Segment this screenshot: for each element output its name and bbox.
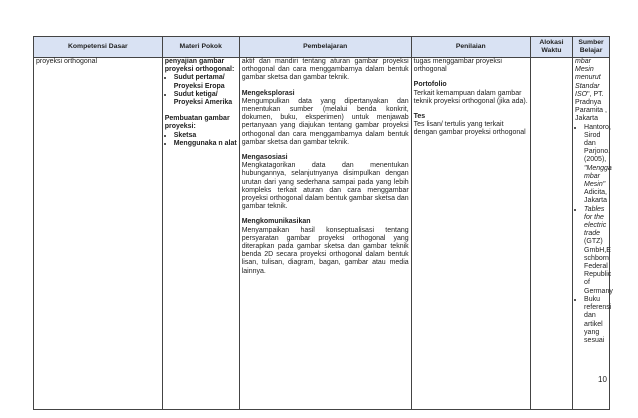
cell-penilaian xyxy=(411,58,530,410)
sumber-b1-italic: "Mengga mbar Mesin" xyxy=(584,164,612,189)
sumber-b2-rest: (GTZ) GmbH,E schborn Federal Republic of Germany xyxy=(584,238,613,295)
table-row xyxy=(34,58,610,410)
sumber-top-italic: mbar Mesin menurut Standar ISO xyxy=(575,58,601,98)
header-sumber-belajar: Sumber Belajar xyxy=(573,37,610,58)
section-text-mengkomunikasikan: Menyampaikan hasil konseptualisasi tentang persyaratan gambar proyeksi orthogonal yang diterapkan pada gambar sketsa dan gambar teknik benda 2D secara proyeksi orthogonal dalam bentuk lisan, tulisan, diagram, bagan, gambar atau media lainnya. xyxy=(241,226,409,275)
section-title-mengkomunikasikan: Mengkomunikasikan xyxy=(241,218,311,226)
sumber-list xyxy=(575,123,613,345)
header-alokasi-waktu: Alokasi Waktu xyxy=(530,37,572,58)
section-title-mengasosiasi: Mengasosiasi xyxy=(241,154,288,162)
section-title-mengeksplorasi: Mengeksplorasi xyxy=(241,89,295,97)
penilaian-portofolio-text: Terkait kemampuan dalam gambar teknik proyeksi orthogonal (jika ada). xyxy=(413,89,528,105)
penilaian-intro: tugas menggambar proyeksi orthogonal xyxy=(413,58,502,74)
penilaian-portofolio-title: Portofolio xyxy=(413,81,447,89)
page-number: 10 xyxy=(598,375,607,384)
header-penilaian: Penilaian xyxy=(411,37,530,58)
materi-heading-1: penyajian gambar proyeksi orthogonal: xyxy=(164,58,235,74)
cell-materi-pokok xyxy=(162,58,239,410)
list-item: • Buku referensi dan artikel yang sesuai xyxy=(584,296,607,345)
list-item xyxy=(584,123,612,206)
cell-kompetensi-dasar xyxy=(34,58,163,410)
penilaian-tes-title: Tes xyxy=(413,113,426,121)
list-item: • Menggunaka n alat xyxy=(174,140,237,148)
sumber-b1-text: Hantoro, Sirod dan Parjono. (2005), xyxy=(584,123,611,164)
header-kompetensi-dasar: Kompetensi Dasar xyxy=(34,37,163,58)
list-item: • Sudut ketiga/ Proyeksi Amerika xyxy=(174,91,237,107)
sumber-top-rest: ", PT. Pradnya Paramita , Jakarta xyxy=(575,90,607,123)
sumber-b1-rest: Adicita, Jakarta xyxy=(584,189,608,205)
section-text-mengeksplorasi: Mengumpulkan data yang dipertanyakan dan menentukan sumber (melalui benda konkrit, dokumen, buku, eksperimen) untuk menjawab pertanyaan yang diajukan tentang gambar proyeksi orthogonal dan cara menggambarnya dalam bentuk gambar sketsa dan gambar teknik. xyxy=(241,97,409,146)
header-materi-pokok: Materi Pokok xyxy=(162,37,239,58)
cell-alokasi-waktu xyxy=(530,58,572,410)
header-pembelajaran: Pembelajaran xyxy=(239,37,411,58)
pembelajaran-intro: aktif dan mandiri tentang aturan gambar proyeksi orthogonal dan cara menggambarnya dalam bentuk gambar sketsa dan gambar teknik. xyxy=(241,58,409,82)
sumber-b2-italic: Tables for the electric trade xyxy=(584,205,607,238)
list-item: • Sketsa xyxy=(174,132,237,140)
list-item: • Sudut pertama/ Proyeksi Eropa xyxy=(174,74,237,90)
list-item xyxy=(584,205,613,296)
cell-sumber-belajar xyxy=(573,58,613,410)
kompetensi-text: proyeksi orthogonal xyxy=(36,58,98,65)
materi-list-2 xyxy=(165,132,237,148)
sumber-continued xyxy=(575,58,607,124)
penilaian-tes-text: Tes lisan/ tertulis yang terkait dengan gambar proyeksi orthogonal xyxy=(413,121,526,137)
cell-pembelajaran xyxy=(239,58,411,410)
materi-heading-2: Pembuatan gambar proyeksi: xyxy=(164,115,230,131)
materi-list-1 xyxy=(165,74,237,107)
table-header-row xyxy=(34,37,610,58)
section-text-mengasosiasi: Mengkatagorikan data dan menentukan hubungannya, selanjutnyanya disimpulkan dengan urutan dari yang sederhana sampai pada yang lebih kompleks terkait aturan dan cara menggambar proyeksi orthogonal dalam bentuk gambar sketsa dan gambar teknik. xyxy=(241,162,409,211)
syllabus-table xyxy=(33,36,613,410)
